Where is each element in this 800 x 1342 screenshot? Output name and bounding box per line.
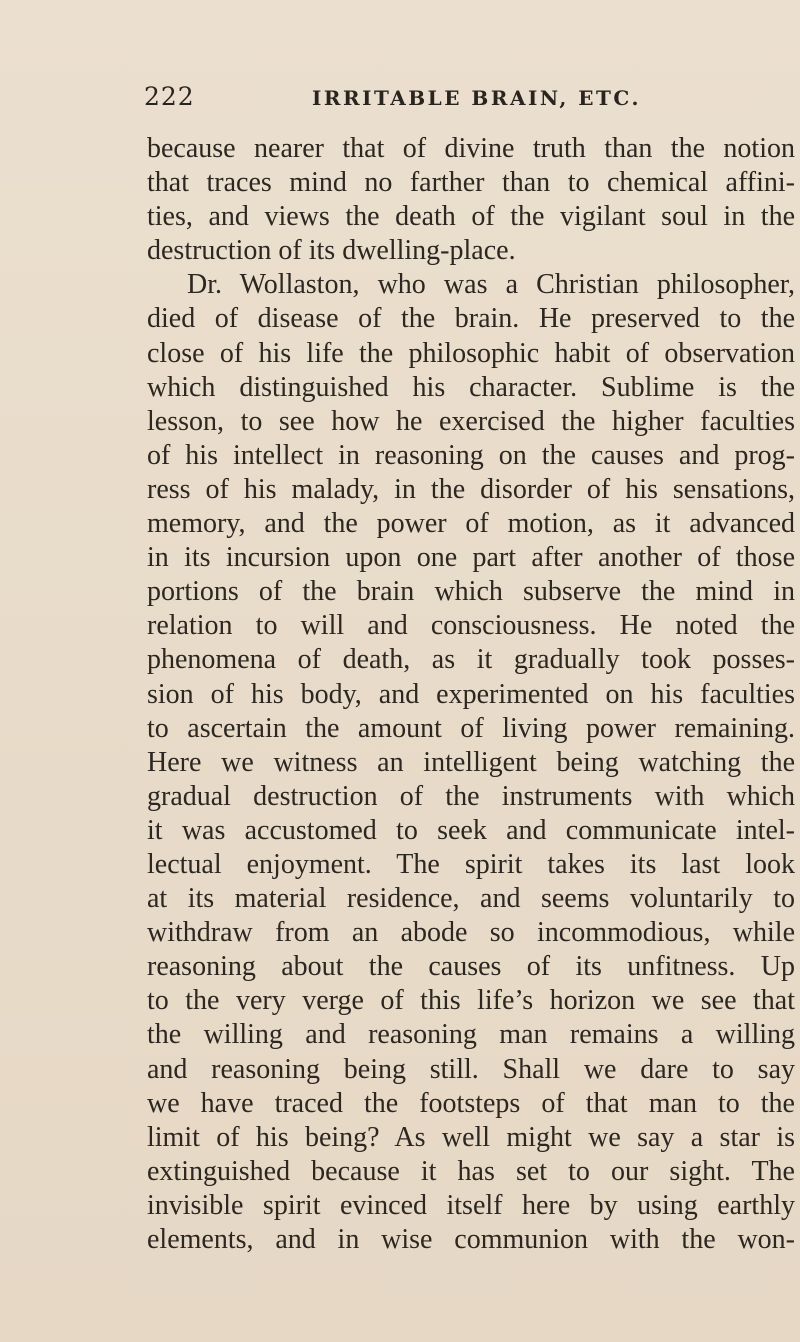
text-line: limit of his being? As well might we say a star is bbox=[147, 1121, 795, 1153]
text-line: Here we witness an intelligent being watching the bbox=[147, 746, 795, 778]
text-line: relation to will and consciousness. He noted the bbox=[147, 610, 795, 642]
page-header bbox=[0, 82, 800, 122]
text-line: sion of his body, and experimented on his faculties bbox=[147, 678, 795, 710]
text-line: lectual enjoyment. The spirit takes its last look bbox=[147, 848, 795, 880]
text-line: reasoning about the causes of its unfitness. Up bbox=[147, 951, 795, 983]
text-line: phenomena of death, as it gradually took posses- bbox=[147, 644, 795, 676]
text-line: ties, and views the death of the vigilant soul in the bbox=[147, 201, 795, 233]
text-line: memory, and the power of motion, as it advanced bbox=[147, 508, 795, 540]
text-line: lesson, to see how he exercised the higher faculties bbox=[147, 405, 795, 437]
text-line: to ascertain the amount of living power remaining. bbox=[147, 712, 795, 744]
text-line: close of his life the philosophic habit of observation bbox=[147, 337, 795, 369]
text-line: withdraw from an abode so incommodious, while bbox=[147, 917, 795, 949]
text-line: to the very verge of this life’s horizon we see that bbox=[147, 985, 795, 1017]
text-line: we have traced the footsteps of that man to the bbox=[147, 1087, 795, 1119]
text-line: because nearer that of divine truth than the notion bbox=[147, 133, 795, 164]
text-line: invisible spirit evinced itself here by using earthly bbox=[147, 1189, 795, 1221]
text-line: portions of the brain which subserve the mind in bbox=[147, 576, 795, 608]
text-line: the willing and reasoning man remains a willing bbox=[147, 1019, 795, 1051]
text-line: that traces mind no farther than to chemical affini- bbox=[147, 167, 795, 199]
text-line: at its material residence, and seems voluntarily to bbox=[147, 883, 795, 915]
body-text bbox=[147, 132, 795, 1257]
running-head: IRRITABLE BRAIN, ETC. bbox=[312, 86, 641, 110]
text-line: ress of his malady, in the disorder of his sensations, bbox=[147, 473, 795, 505]
text-line: destruction of its dwelling-place. bbox=[147, 235, 516, 267]
text-line: gradual destruction of the instruments with which bbox=[147, 780, 795, 812]
text-line: elements, and in wise communion with the won- bbox=[147, 1224, 795, 1255]
text-line: in its incursion upon one part after another of those bbox=[147, 542, 795, 574]
text-line: which distinguished his character. Sublime is the bbox=[147, 371, 795, 403]
text-line: extinguished because it has set to our sight. The bbox=[147, 1155, 795, 1187]
text-line: it was accustomed to seek and communicate intel- bbox=[147, 814, 795, 846]
text-line: and reasoning being still. Shall we dare to say bbox=[147, 1053, 795, 1085]
text-line: Dr. Wollaston, who was a Christian philosopher, bbox=[187, 269, 795, 301]
text-line: of his intellect in reasoning on the causes and prog- bbox=[147, 439, 795, 471]
text-line: died of disease of the brain. He preserved to the bbox=[147, 303, 795, 335]
page-number: 222 bbox=[144, 82, 195, 111]
